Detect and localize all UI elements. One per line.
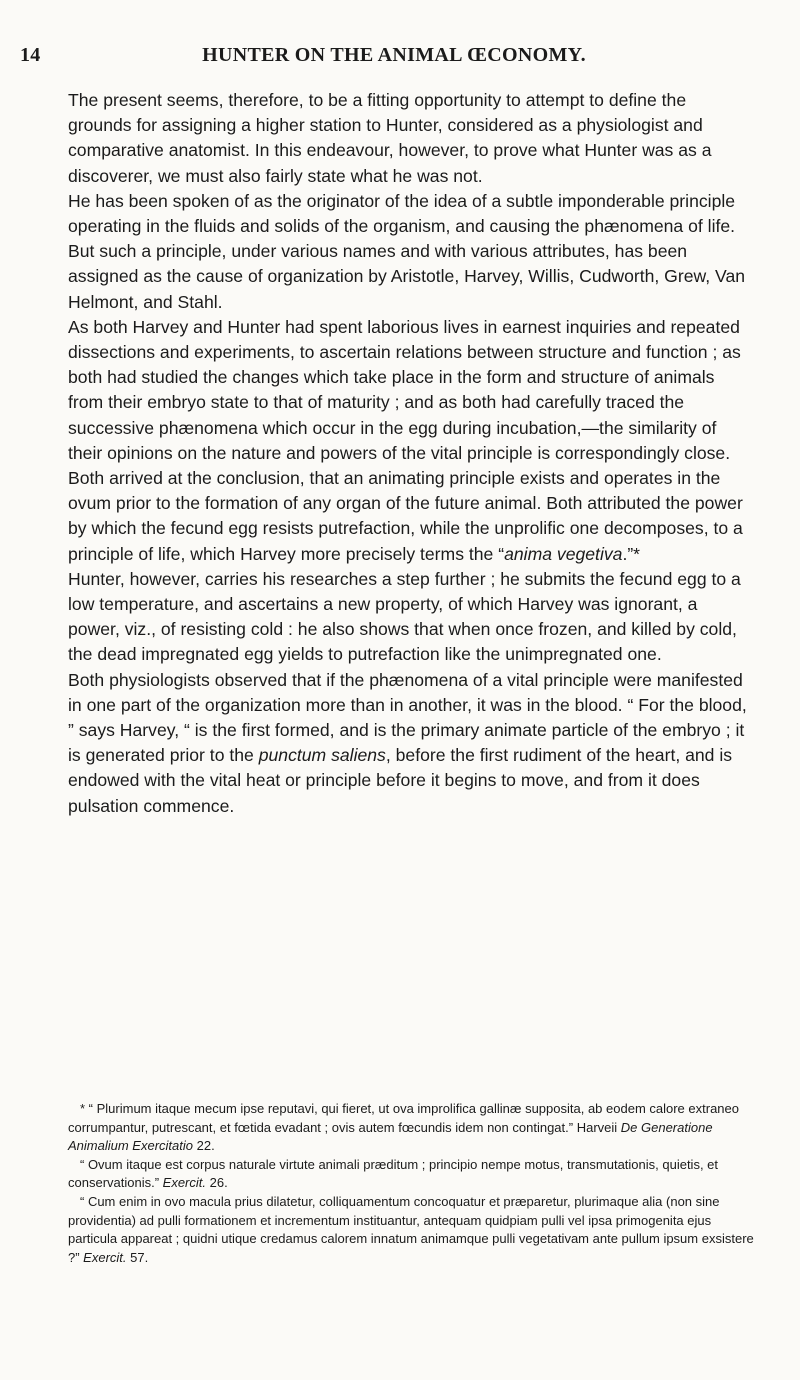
footnote-2-number: 26. xyxy=(206,1175,228,1191)
paragraph-4-text: Both arrived at the conclusion, that an animating principle exists and operates in the ovum prior to the formation of any organ of the future animal. Both attributed the power by which the fecund egg resists putrefaction, while the unprolific one decomposes, to a principle of life, which Harvey more precisely terms the “ xyxy=(68,468,743,564)
paragraph-6 xyxy=(68,668,754,819)
page-header xyxy=(20,44,768,70)
page-number: 14 xyxy=(20,44,41,66)
paragraph-6-text: Both physiologists observed that if the phænomena of a vital principle were manifested in one part of the organization more than in another, it was in the blood. “ For the blood, ” says Harvey, “ is the first formed, and is the primary animate particle of the embryo ; it is generated prior to the xyxy=(68,669,747,766)
footnote-marker: .”* xyxy=(622,543,641,564)
body-text xyxy=(68,88,754,819)
paragraph-4 xyxy=(68,466,754,567)
footnote-1-source: De Generatione Animalium Exercitatio xyxy=(68,1119,713,1154)
anima-vegetiva-term: anima vegetiva xyxy=(504,543,623,564)
paragraph-1: The present seems, therefore, to be a fitting opportunity to attempt to define the grounds for assigning a higher station to Hunter, considered as a physiologist and comparative anatomist. In this endeavour, however, to prove what Hunter was as a discoverer, we must also fairly state what he was not. xyxy=(68,90,712,186)
footnotes xyxy=(68,1100,754,1267)
footnote-1-number: 22. xyxy=(193,1138,215,1154)
paragraph-5: Hunter, however, carries his researches a step further ; he submits the fecund egg to a low temperature, and ascertains a new property, of which Harvey was ignorant, a power, viz., of resisting cold : he also shows that when once frozen, and killed by cold, the dead impregnated egg yields to putrefaction like the unimpregnated one. xyxy=(68,568,741,665)
footnote-3 xyxy=(68,1193,754,1267)
footnote-1-text: * “ Plurimum itaque mecum ipse reputavi, qui fieret, ut ova improlifica gallinæ supposita, ab eodem calore extraneo corrumpantur, putrescant, et fœtida evadant ; ovis autem fœcundis idem non contingat.” Harveii xyxy=(68,1101,739,1135)
punctum-saliens-term: punctum saliens xyxy=(258,745,386,766)
footnote-3-number: 57. xyxy=(126,1249,149,1265)
footnote-3-source: Exercit. xyxy=(83,1249,127,1265)
footnote-2 xyxy=(68,1156,754,1193)
footnote-1 xyxy=(68,1100,754,1156)
footnote-2-source: Exercit. xyxy=(162,1175,206,1191)
footnote-2-text: “ Ovum itaque est corpus naturale virtute animali præditum ; principio nempe motus, transmutationis, quietis, et conservationis.” xyxy=(68,1156,719,1191)
footnote-3-text: “ Cum enim in ovo macula prius dilatetur, colliquamentum concoquatur et præparetur, plurimaque alia (non sine providentia) ad pulli formationem et incrementum instituantur, antequam quidpiam pulli vel ipsa primogenita ejus particula appareat ; quidni utique credamus calorem innatum animamque pulli vegetativam ante pullum ipsum exsistere ?” xyxy=(68,1193,754,1265)
running-title: HUNTER ON THE ANIMAL ŒCONOMY. xyxy=(202,44,586,66)
paragraph-3: As both Harvey and Hunter had spent laborious lives in earnest inquiries and repeated dissections and experiments, to ascertain relations between structure and function ; as both had studied the changes which take place in the form and structure of animals from their embryo state to that of maturity ; and as both had carefully traced the successive phænomena which occur in the egg during incubation,—the similarity of their opinions on the nature and powers of the vital principle is correspondingly close. xyxy=(68,316,741,463)
paragraph-2: He has been spoken of as the originator of the idea of a subtle imponderable principle operating in the fluids and solids of the organism, and causing the phænomena of life. But such a principle, under various names and with various attributes, has been assigned as the cause of organization by Aristotle, Harvey, Willis, Cudworth, Grew, Van Helmont, and Stahl. xyxy=(68,190,746,312)
paragraph-6-end: , before the first rudiment of the heart, and is endowed with the vital heat or principle before it begins to move, and from it does pulsation commence. xyxy=(68,745,733,816)
